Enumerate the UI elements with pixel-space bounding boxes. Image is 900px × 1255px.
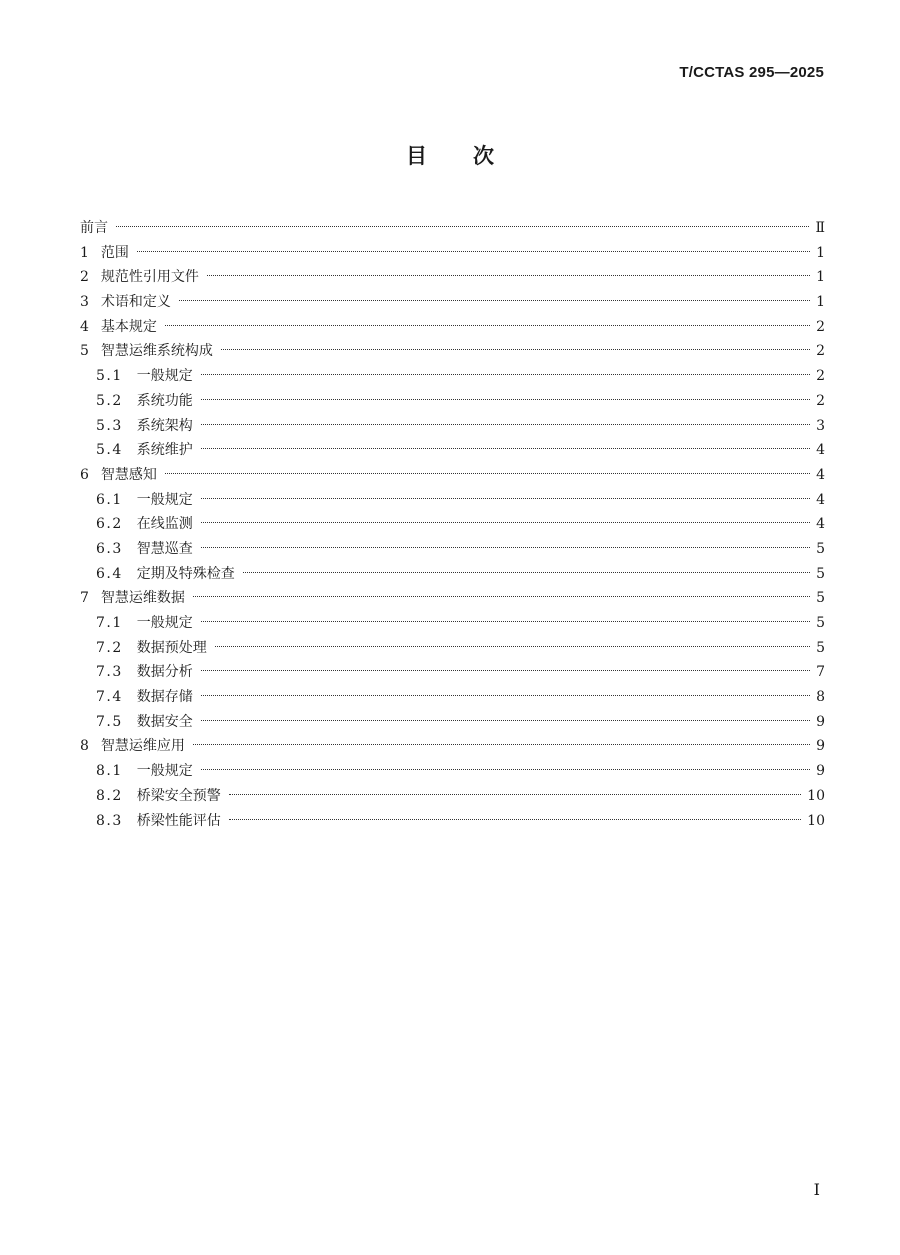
toc-entry[interactable]	[80, 685, 825, 710]
toc-entry-number: 6	[80, 466, 89, 483]
toc-leader-dots	[165, 473, 810, 474]
toc-entry-label: 数据安全	[136, 713, 193, 730]
toc-entry-number: 5.2	[96, 392, 123, 409]
toc-leader-dots	[229, 819, 801, 820]
toc-leader-dots	[201, 547, 810, 548]
toc-entry-page: 2	[816, 368, 825, 385]
toc-entry-label: 智慧运维系统构成	[100, 343, 213, 360]
toc-entry-number: 2	[80, 269, 89, 286]
toc-entry-page: 7	[816, 664, 825, 681]
toc-entry-number: 7	[80, 590, 89, 607]
toc-entry-number: 6.2	[96, 516, 123, 533]
toc-entry[interactable]	[80, 562, 825, 587]
toc-entry-label: 术语和定义	[100, 294, 171, 311]
toc-entry-page: 9	[816, 713, 825, 730]
toc-entry[interactable]	[80, 512, 825, 537]
toc-entry-label: 智慧运维数据	[100, 590, 185, 607]
toc-leader-dots	[243, 572, 810, 573]
toc-entry-number: 7.5	[96, 713, 123, 730]
toc-leader-dots	[201, 769, 810, 770]
toc-entry[interactable]	[80, 710, 825, 735]
toc-entry-page: 9	[816, 763, 825, 780]
toc-leader-dots	[207, 275, 810, 276]
toc-entry[interactable]	[80, 463, 825, 488]
toc-entry[interactable]	[80, 241, 825, 266]
toc-entry-page: 2	[816, 318, 825, 335]
toc-entry[interactable]	[80, 315, 825, 340]
toc-leader-dots	[179, 300, 810, 301]
toc-entry-number: 5.1	[96, 368, 123, 385]
toc-entry-page: 9	[816, 738, 825, 755]
toc-entry-label: 一般规定	[136, 491, 193, 508]
toc-entry-page: 8	[816, 689, 825, 706]
toc-entry-number: 7.1	[96, 615, 123, 631]
toc-entry-number: 7.2	[96, 639, 123, 656]
toc-entry[interactable]	[80, 438, 825, 463]
toc-entry-page: 10	[807, 787, 825, 804]
toc-entry-label: 规范性引用文件	[100, 269, 199, 286]
toc-entry-number: 7.4	[96, 689, 123, 706]
toc-leader-dots	[201, 522, 810, 523]
toc-entry-label: 一般规定	[136, 615, 193, 631]
toc-leader-dots	[201, 399, 810, 400]
toc-entry[interactable]	[80, 759, 825, 784]
toc-entry[interactable]	[80, 809, 825, 834]
toc-entry-page: 4	[816, 466, 825, 483]
table-of-contents	[80, 216, 825, 833]
toc-entry-page: Ⅱ	[815, 220, 825, 236]
toc-entry[interactable]	[80, 537, 825, 562]
toc-entry-number: 8	[80, 738, 89, 755]
toc-entry-label: 前言	[80, 220, 108, 236]
toc-leader-dots	[137, 251, 810, 252]
toc-entry-page: 5	[816, 615, 825, 631]
toc-entry-page: 4	[816, 442, 825, 459]
toc-entry-label: 系统维护	[136, 442, 193, 459]
toc-entry-label: 桥梁安全预警	[136, 787, 221, 804]
toc-entry-label: 一般规定	[136, 368, 193, 385]
toc-entry-label: 数据存储	[136, 689, 193, 706]
toc-entry-label: 系统架构	[136, 417, 193, 434]
toc-entry-number: 5	[80, 343, 89, 360]
toc-entry-page: 4	[816, 491, 825, 508]
toc-leader-dots	[165, 325, 810, 326]
toc-entry-number: 8.3	[96, 812, 123, 829]
toc-entry-page: 10	[807, 812, 825, 829]
toc-leader-dots	[201, 695, 810, 696]
toc-leader-dots	[215, 646, 810, 647]
toc-entry-label: 基本规定	[100, 318, 157, 335]
toc-leader-dots	[221, 349, 810, 350]
toc-entry-page: 1	[816, 294, 825, 311]
toc-entry[interactable]	[80, 636, 825, 661]
toc-entry-label: 定期及特殊检查	[136, 565, 235, 582]
toc-entry-page: 1	[816, 244, 825, 261]
toc-entry-number: 8.1	[96, 763, 123, 780]
toc-leader-dots	[116, 226, 809, 227]
toc-entry-label: 一般规定	[136, 763, 193, 780]
toc-leader-dots	[193, 596, 810, 597]
toc-entry-number: 6.3	[96, 540, 123, 557]
toc-entry[interactable]	[80, 660, 825, 685]
toc-leader-dots	[201, 621, 810, 622]
toc-entry[interactable]	[80, 216, 825, 241]
toc-leader-dots	[193, 744, 810, 745]
toc-leader-dots	[201, 448, 810, 449]
toc-entry-page: 5	[816, 540, 825, 557]
toc-entry[interactable]	[80, 339, 825, 364]
toc-entry-number: 6.1	[96, 491, 123, 508]
toc-title: 目次	[406, 144, 540, 168]
toc-entry-page: 3	[816, 417, 825, 434]
toc-entry-page: 4	[816, 516, 825, 533]
toc-entry[interactable]	[80, 414, 825, 439]
page-number: I	[813, 1180, 820, 1199]
toc-entry-label: 范围	[100, 244, 129, 261]
toc-entry-page: 1	[816, 269, 825, 286]
toc-entry-number: 5.3	[96, 417, 123, 434]
toc-entry-page: 5	[816, 590, 825, 607]
toc-leader-dots	[201, 424, 810, 425]
toc-entry-page: 2	[816, 392, 825, 409]
toc-leader-dots	[201, 374, 810, 375]
toc-entry-label: 智慧巡查	[136, 540, 193, 557]
toc-entry-label: 系统功能	[136, 392, 193, 409]
toc-entry[interactable]	[80, 784, 825, 809]
toc-leader-dots	[201, 670, 810, 671]
toc-entry[interactable]	[80, 389, 825, 414]
toc-entry[interactable]	[80, 586, 825, 611]
toc-leader-dots	[229, 794, 801, 795]
toc-entry[interactable]	[80, 265, 825, 290]
toc-entry[interactable]	[80, 611, 825, 636]
toc-entry-number: 3	[80, 294, 89, 311]
toc-entry[interactable]	[80, 734, 825, 759]
toc-entry-number: 4	[80, 318, 89, 335]
toc-entry-page: 5	[816, 565, 825, 582]
toc-entry-label: 数据分析	[136, 664, 193, 681]
toc-entry-number: 7.3	[96, 664, 123, 681]
toc-leader-dots	[201, 498, 810, 499]
toc-entry-page: 5	[816, 639, 825, 656]
toc-entry[interactable]	[80, 364, 825, 389]
document-code: T/CCTAS 295—2025	[679, 64, 824, 81]
toc-entry-label: 数据预处理	[136, 639, 207, 656]
toc-entry-label: 桥梁性能评估	[136, 812, 221, 829]
toc-entry-number: 5.4	[96, 442, 123, 459]
toc-entry-number: 1	[80, 244, 89, 261]
toc-entry-label: 智慧感知	[100, 466, 157, 483]
toc-entry-number: 6.4	[96, 565, 123, 582]
toc-leader-dots	[201, 720, 810, 721]
toc-entry-number: 8.2	[96, 787, 123, 804]
toc-entry[interactable]	[80, 488, 825, 513]
toc-entry-label: 在线监测	[136, 516, 193, 533]
toc-entry-page: 2	[816, 343, 825, 360]
toc-entry[interactable]	[80, 290, 825, 315]
toc-entry-label: 智慧运维应用	[100, 738, 185, 755]
